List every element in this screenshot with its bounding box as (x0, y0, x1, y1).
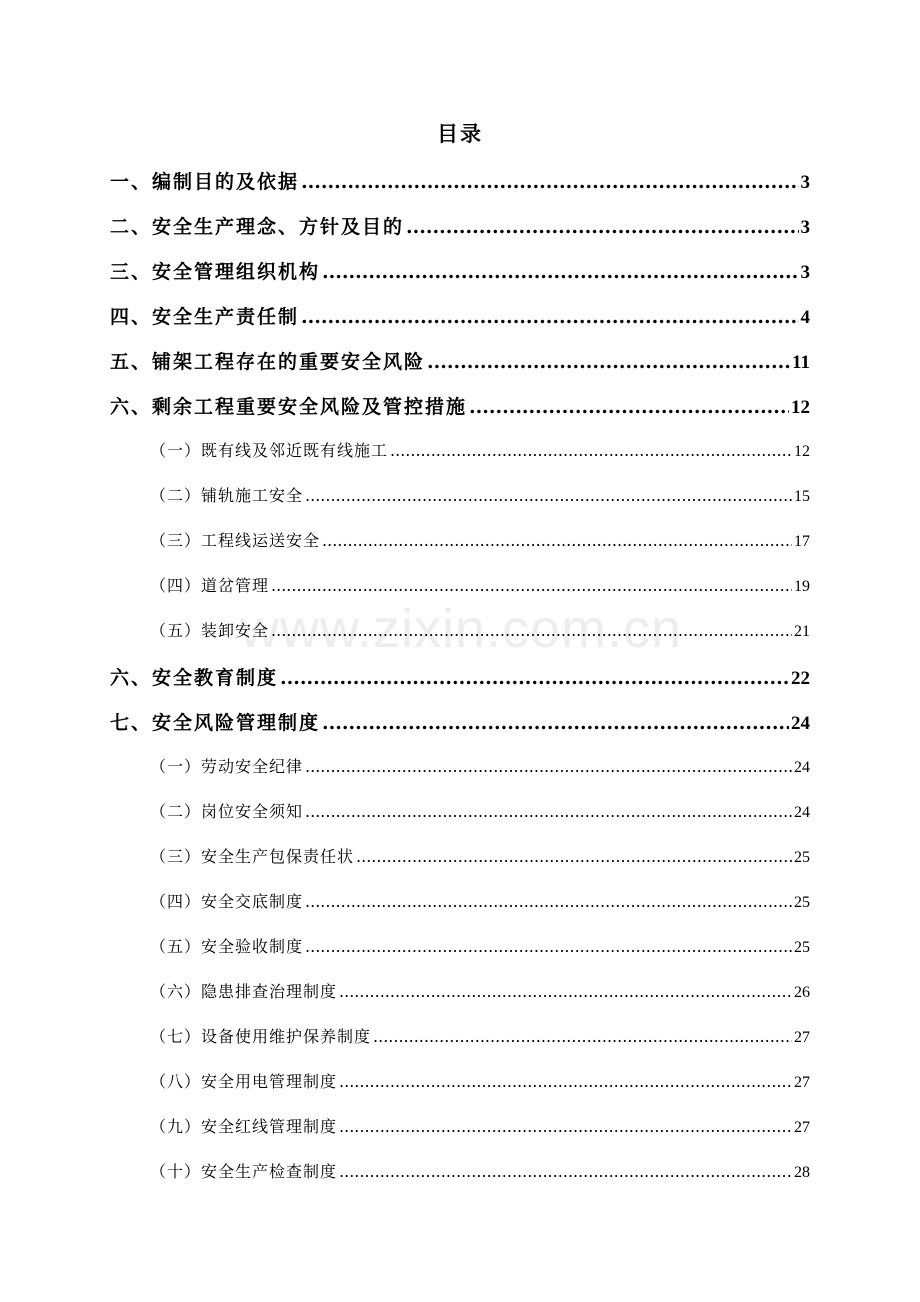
toc-subentry[interactable] (150, 618, 810, 641)
toc-subentry[interactable] (150, 799, 810, 822)
toc-entry-label: （四）安全交底制度 (150, 892, 304, 911)
dot-leader (469, 396, 789, 418)
toc-entry-label: （一）劳动安全纪律 (150, 757, 304, 776)
toc-subentry[interactable] (150, 438, 810, 461)
toc-entry-label: （五）安全验收制度 (150, 937, 304, 956)
dot-leader (356, 847, 792, 866)
toc-entry-page: 24 (794, 759, 810, 776)
toc-entry-page: 22 (791, 668, 810, 689)
toc-entry-label: （四）道岔管理 (150, 576, 270, 595)
toc-subentry[interactable] (150, 889, 810, 912)
toc-entry-label: 二、安全生产理念、方针及目的 (110, 216, 405, 238)
toc-entry-page: 24 (794, 804, 810, 821)
dot-leader (301, 306, 798, 328)
toc-entry-page: 25 (794, 849, 810, 866)
toc-entry-label: （七）设备使用维护保养制度 (150, 1027, 372, 1046)
dot-leader (305, 757, 792, 776)
toc-entry-page: 24 (791, 713, 810, 734)
toc-subentry[interactable] (150, 844, 810, 867)
toc-entry-label: 三、安全管理组织机构 (110, 261, 321, 283)
toc-entry-label: （二）岗位安全须知 (150, 802, 304, 821)
toc-subentry[interactable] (150, 483, 810, 506)
toc-entry-label: （一）既有线及邻近既有线施工 (150, 441, 389, 460)
toc-subentry[interactable] (150, 1114, 810, 1137)
dot-leader (406, 216, 798, 238)
page-title: 目录 (437, 121, 483, 146)
dot-leader (305, 937, 792, 956)
toc-entry-page: 3 (800, 217, 810, 238)
dot-leader (305, 892, 792, 911)
toc-entry-label: （六）隐患排查治理制度 (150, 982, 338, 1001)
toc-entry-page: 28 (794, 1164, 810, 1181)
dot-leader (390, 441, 792, 460)
toc-subentry[interactable] (150, 573, 810, 596)
dot-leader (271, 621, 792, 640)
dot-leader (373, 1027, 792, 1046)
toc-subentry[interactable] (150, 754, 810, 777)
dot-leader (339, 1117, 792, 1136)
toc-entry[interactable] (110, 708, 810, 735)
toc-entry[interactable] (110, 257, 810, 284)
toc-entry-label: （三）安全生产包保责任状 (150, 847, 355, 866)
toc-subentry[interactable] (150, 1024, 810, 1047)
toc-entry-label: 七、安全风险管理制度 (110, 712, 321, 734)
toc-entry-page: 25 (794, 939, 810, 956)
toc-entry-page: 27 (794, 1119, 810, 1136)
toc-entry-label: 五、铺架工程存在的重要安全风险 (110, 351, 426, 373)
toc-entry-page: 3 (800, 262, 810, 283)
toc-entry-page: 15 (794, 488, 810, 505)
dot-leader (339, 982, 792, 1001)
toc-subentry[interactable] (150, 1159, 810, 1182)
toc-entry[interactable] (110, 347, 810, 374)
dot-leader (322, 261, 798, 283)
dot-leader (305, 486, 792, 505)
toc-entry[interactable] (110, 392, 810, 419)
dot-leader (427, 351, 790, 373)
dot-leader (301, 171, 798, 193)
dot-leader (322, 712, 789, 734)
toc-entry-label: （八）安全用电管理制度 (150, 1072, 338, 1091)
toc-entry-label: 一、编制目的及依据 (110, 171, 300, 193)
dot-leader (339, 1072, 792, 1091)
toc-entry-page: 12 (794, 443, 810, 460)
toc-entry-label: 六、剩余工程重要安全风险及管控措施 (110, 396, 468, 418)
toc-entry[interactable] (110, 663, 810, 690)
toc-entry-label: 四、安全生产责任制 (110, 306, 300, 328)
watermark: www.zixin.com.cn (240, 599, 683, 659)
toc-entry-page: 12 (791, 397, 810, 418)
toc-entry-page: 4 (800, 307, 810, 328)
toc-entry-page: 19 (794, 578, 810, 595)
dot-leader (322, 531, 792, 550)
toc-entry-page: 11 (792, 352, 810, 373)
toc-entry-page: 26 (794, 984, 810, 1001)
toc-entry-label: （十）安全生产检查制度 (150, 1162, 338, 1181)
toc-entry-page: 3 (800, 172, 810, 193)
toc-entry-page: 21 (794, 623, 810, 640)
toc-entry-label: （五）装卸安全 (150, 621, 270, 640)
toc-entry-label: （九）安全红线管理制度 (150, 1117, 338, 1136)
dot-leader (339, 1162, 792, 1181)
toc-entry-label: 六、安全教育制度 (110, 667, 279, 689)
toc-subentry[interactable] (150, 1069, 810, 1092)
toc-subentry[interactable] (150, 528, 810, 551)
toc-entry-page: 27 (794, 1074, 810, 1091)
toc-entry-page: 25 (794, 894, 810, 911)
toc-entry-page: 17 (794, 533, 810, 550)
toc-subentry[interactable] (150, 979, 810, 1002)
toc-entry[interactable] (110, 212, 810, 239)
toc-subentry[interactable] (150, 934, 810, 957)
toc-entry-page: 27 (794, 1029, 810, 1046)
dot-leader (271, 576, 792, 595)
dot-leader (305, 802, 792, 821)
toc-entry[interactable] (110, 167, 810, 194)
toc-entry-label: （三）工程线运送安全 (150, 531, 321, 550)
toc-entry[interactable] (110, 302, 810, 329)
dot-leader (280, 667, 789, 689)
toc-entry-label: （二）铺轨施工安全 (150, 486, 304, 505)
